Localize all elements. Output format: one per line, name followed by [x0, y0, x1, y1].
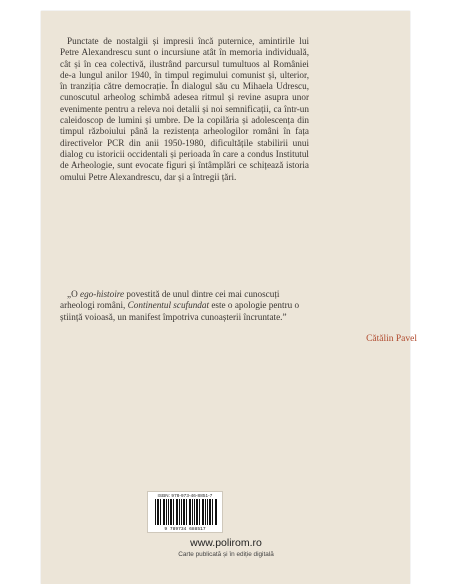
quote-author: Cătălin Pavel: [366, 334, 417, 344]
isbn-label: ISBN: 978-973-46-8851-7: [157, 493, 213, 498]
quote-middle: povestită de unul dintre cei mai cunoscuți arheologi români,: [60, 289, 280, 311]
quote-end: este o apologie pentru o știință voioasă, un manifest împotriva cunoașterii încruntate.”: [60, 300, 300, 322]
barcode-bars: [155, 499, 217, 525]
review-quote: [60, 289, 309, 323]
barcode-digits: 9 789734 688517: [148, 527, 222, 532]
barcode: [147, 491, 223, 533]
quote-open: „O: [67, 289, 81, 299]
publisher-website: www.polirom.ro: [190, 537, 262, 549]
blurb-paragraph: Punctate de nostalgii și impresii încă puternice, amintirile lui Petre Alexandrescu sunt o incursiune atât în memoria individuală, cât și în cea colectivă, ilustrând parcursul tumultuos al României de-a lungul anilor 1940, în timpul regimului comunist și, ulterior, în tranziția către democrație. În dialogul său cu Mihaela Udrescu, cunoscutul arheolog schimbă adesea ritmul și revine asupra unor evenimente pentru a releva noi detalii și noi semnificații, ca într-un caleidoscop de lumini și umbre. De la copilăria și adolescența din timpul războiului până la rezistența arheologilor români în fața directivelor PCR din anii 1950-1980, dificultățile stabilirii unui dialog cu istoricii occidentali și perioada în care a condus Institutul de Arheologie, sunt evocate figuri și întâmplări ce schițează istoria omului Petre Alexandrescu, dar și a întregii țări.: [60, 36, 309, 182]
quote-book-title: Continentul scufundat: [127, 300, 210, 311]
edition-note: Carte publicată și în ediție digitală: [178, 551, 274, 558]
quote-ego-histoire: ego-histoire: [80, 289, 125, 299]
